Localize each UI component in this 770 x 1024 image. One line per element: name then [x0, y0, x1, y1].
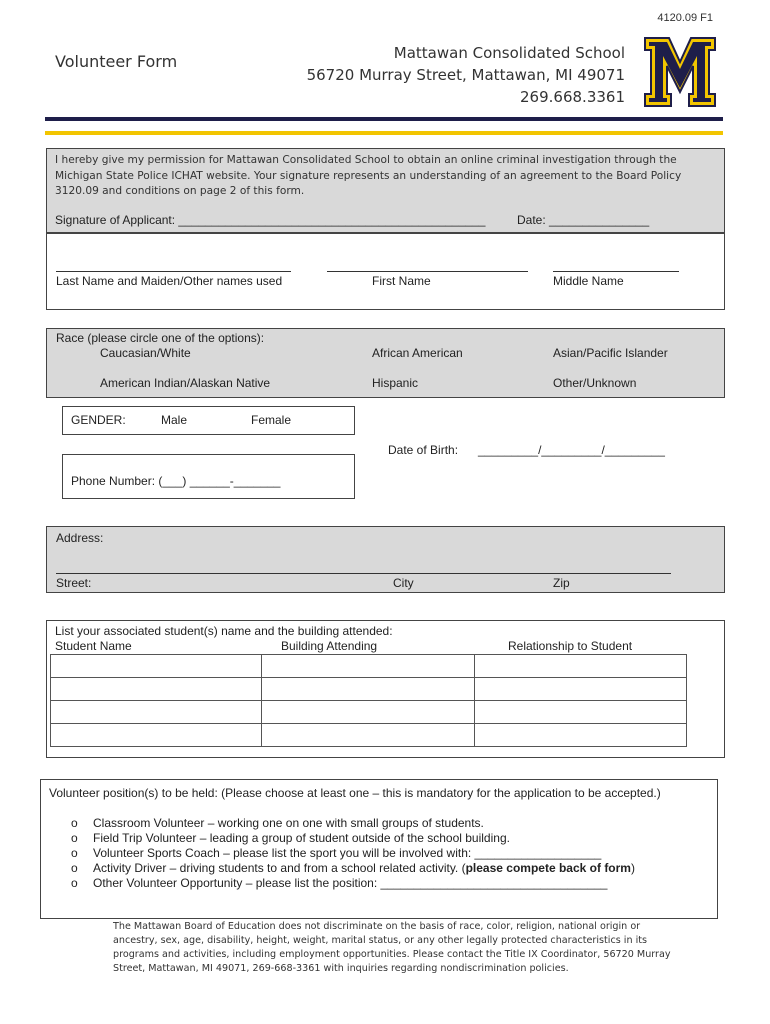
position-sports-coach[interactable] [71, 846, 635, 861]
middle-name-line[interactable] [553, 271, 679, 272]
building-cell[interactable] [262, 678, 475, 701]
student-name-cell[interactable] [51, 724, 262, 747]
bullet-icon: o [71, 861, 78, 875]
school-address: 56720 Murray Street, Mattawan, MI 49071 [306, 66, 625, 84]
gender-label: GENDER: [71, 413, 126, 427]
address-label: Address: [56, 531, 104, 545]
dob-field[interactable]: _________/_________/_________ [478, 443, 665, 457]
building-cell[interactable] [262, 701, 475, 724]
date-field[interactable]: Date: _______________ [517, 213, 650, 227]
school-name: Mattawan Consolidated School [393, 44, 625, 62]
school-info [307, 42, 625, 108]
table-row [51, 724, 687, 747]
address-section [46, 526, 725, 593]
position-text: Activity Driver – driving students to and from a school related activity. ( [93, 861, 466, 875]
consent-text: I hereby give my permission for Mattawan Consolidated School to obtain an online criminal investigation through the Michigan State Police ICHAT website. Your signature represents an understanding of an agreement to the Board Policy 3120.09 and conditions on page 2 of this form. [55, 154, 682, 197]
student-name-cell[interactable] [51, 701, 262, 724]
race-option[interactable]: Caucasian/White [100, 346, 191, 360]
consent-section [46, 148, 725, 233]
phone-field[interactable]: Phone Number: (___) ______-_______ [71, 474, 281, 488]
relationship-cell[interactable] [475, 724, 687, 747]
positions-section [40, 779, 718, 919]
signature-field[interactable]: Signature of Applicant: ______________________________________________ [55, 213, 486, 227]
form-number: 4120.09 F1 [657, 12, 713, 24]
bullet-icon: o [71, 876, 78, 890]
col-building: Building Attending [281, 639, 378, 653]
position-text: Classroom Volunteer – working one on one with small groups of students. [93, 816, 484, 830]
table-row [51, 655, 687, 678]
gender-female-option[interactable]: Female [251, 413, 292, 427]
middle-name-label: Middle Name [553, 274, 624, 288]
race-option[interactable]: Asian/Pacific Islander [553, 346, 668, 360]
gender-male-option[interactable]: Male [161, 413, 188, 427]
gender-section [62, 406, 355, 435]
nondiscrimination-notice: The Mattawan Board of Education does not discriminate on the basis of race, color, religion, national origin or ancestry, sex, age, disability, height, weight, marital status, or any other legally protected characteristics in its programs and activities, including employment opportunities. Please contact the Title IX Coordinator, 56720 Murray Street, Mattawan, MI 49071, 269-668-3361 with inquiries regarding nondiscrimination policies. [113, 921, 671, 974]
table-row [51, 701, 687, 724]
last-name-line[interactable] [56, 271, 291, 272]
driver-note-close: ) [630, 861, 635, 875]
position-field-trip[interactable] [71, 831, 635, 846]
driver-note: please compete back of form [465, 861, 631, 875]
positions-prompt: Volunteer position(s) to be held: (Please choose at least one – this is mandatory for the application to be accepted.) [49, 786, 661, 800]
position-text: Other Volunteer Opportunity – please list the position: __________________________________ [93, 876, 608, 890]
school-logo-icon [643, 36, 717, 108]
col-relationship: Relationship to Student [508, 639, 633, 653]
phone-section [62, 454, 355, 499]
race-option[interactable]: Hispanic [372, 376, 419, 390]
bullet-icon: o [71, 831, 78, 845]
relationship-cell[interactable] [475, 678, 687, 701]
address-line[interactable] [56, 573, 671, 574]
city-label: City [393, 576, 414, 590]
school-phone: 269.668.3361 [520, 88, 625, 106]
col-student-name: Student Name [55, 639, 132, 653]
students-prompt: List your associated student(s) name and the building attended: [55, 624, 393, 638]
building-cell[interactable] [262, 655, 475, 678]
position-text: Volunteer Sports Coach – please list the sport you will be involved with: ___________________ [93, 846, 602, 860]
form-title: Volunteer Form [55, 52, 178, 71]
street-label: Street: [56, 576, 92, 590]
header-rule-navy [45, 117, 723, 121]
position-text: Field Trip Volunteer – leading a group of student outside of the school building. [93, 831, 510, 845]
names-section [46, 233, 725, 310]
last-name-label: Last Name and Maiden/Other names used [56, 274, 283, 288]
zip-label: Zip [553, 576, 570, 590]
relationship-cell[interactable] [475, 655, 687, 678]
dob-label: Date of Birth: [388, 443, 459, 457]
first-name-label: First Name [372, 274, 431, 288]
positions-list [71, 816, 635, 891]
table-row [51, 678, 687, 701]
building-cell[interactable] [262, 724, 475, 747]
students-section [46, 620, 725, 758]
header-rule-gold [45, 131, 723, 135]
race-option[interactable]: American Indian/Alaskan Native [100, 376, 271, 390]
first-name-line[interactable] [327, 271, 528, 272]
position-other[interactable] [71, 876, 635, 891]
student-name-cell[interactable] [51, 655, 262, 678]
bullet-icon: o [71, 816, 78, 830]
student-name-cell[interactable] [51, 678, 262, 701]
relationship-cell[interactable] [475, 701, 687, 724]
race-option[interactable]: Other/Unknown [553, 376, 637, 390]
race-option[interactable]: African American [372, 346, 463, 360]
race-prompt: Race (please circle one of the options): [56, 331, 265, 345]
position-classroom[interactable] [71, 816, 635, 831]
position-activity-driver[interactable] [71, 861, 635, 876]
race-section [46, 328, 725, 398]
bullet-icon: o [71, 846, 78, 860]
students-table [50, 654, 687, 747]
